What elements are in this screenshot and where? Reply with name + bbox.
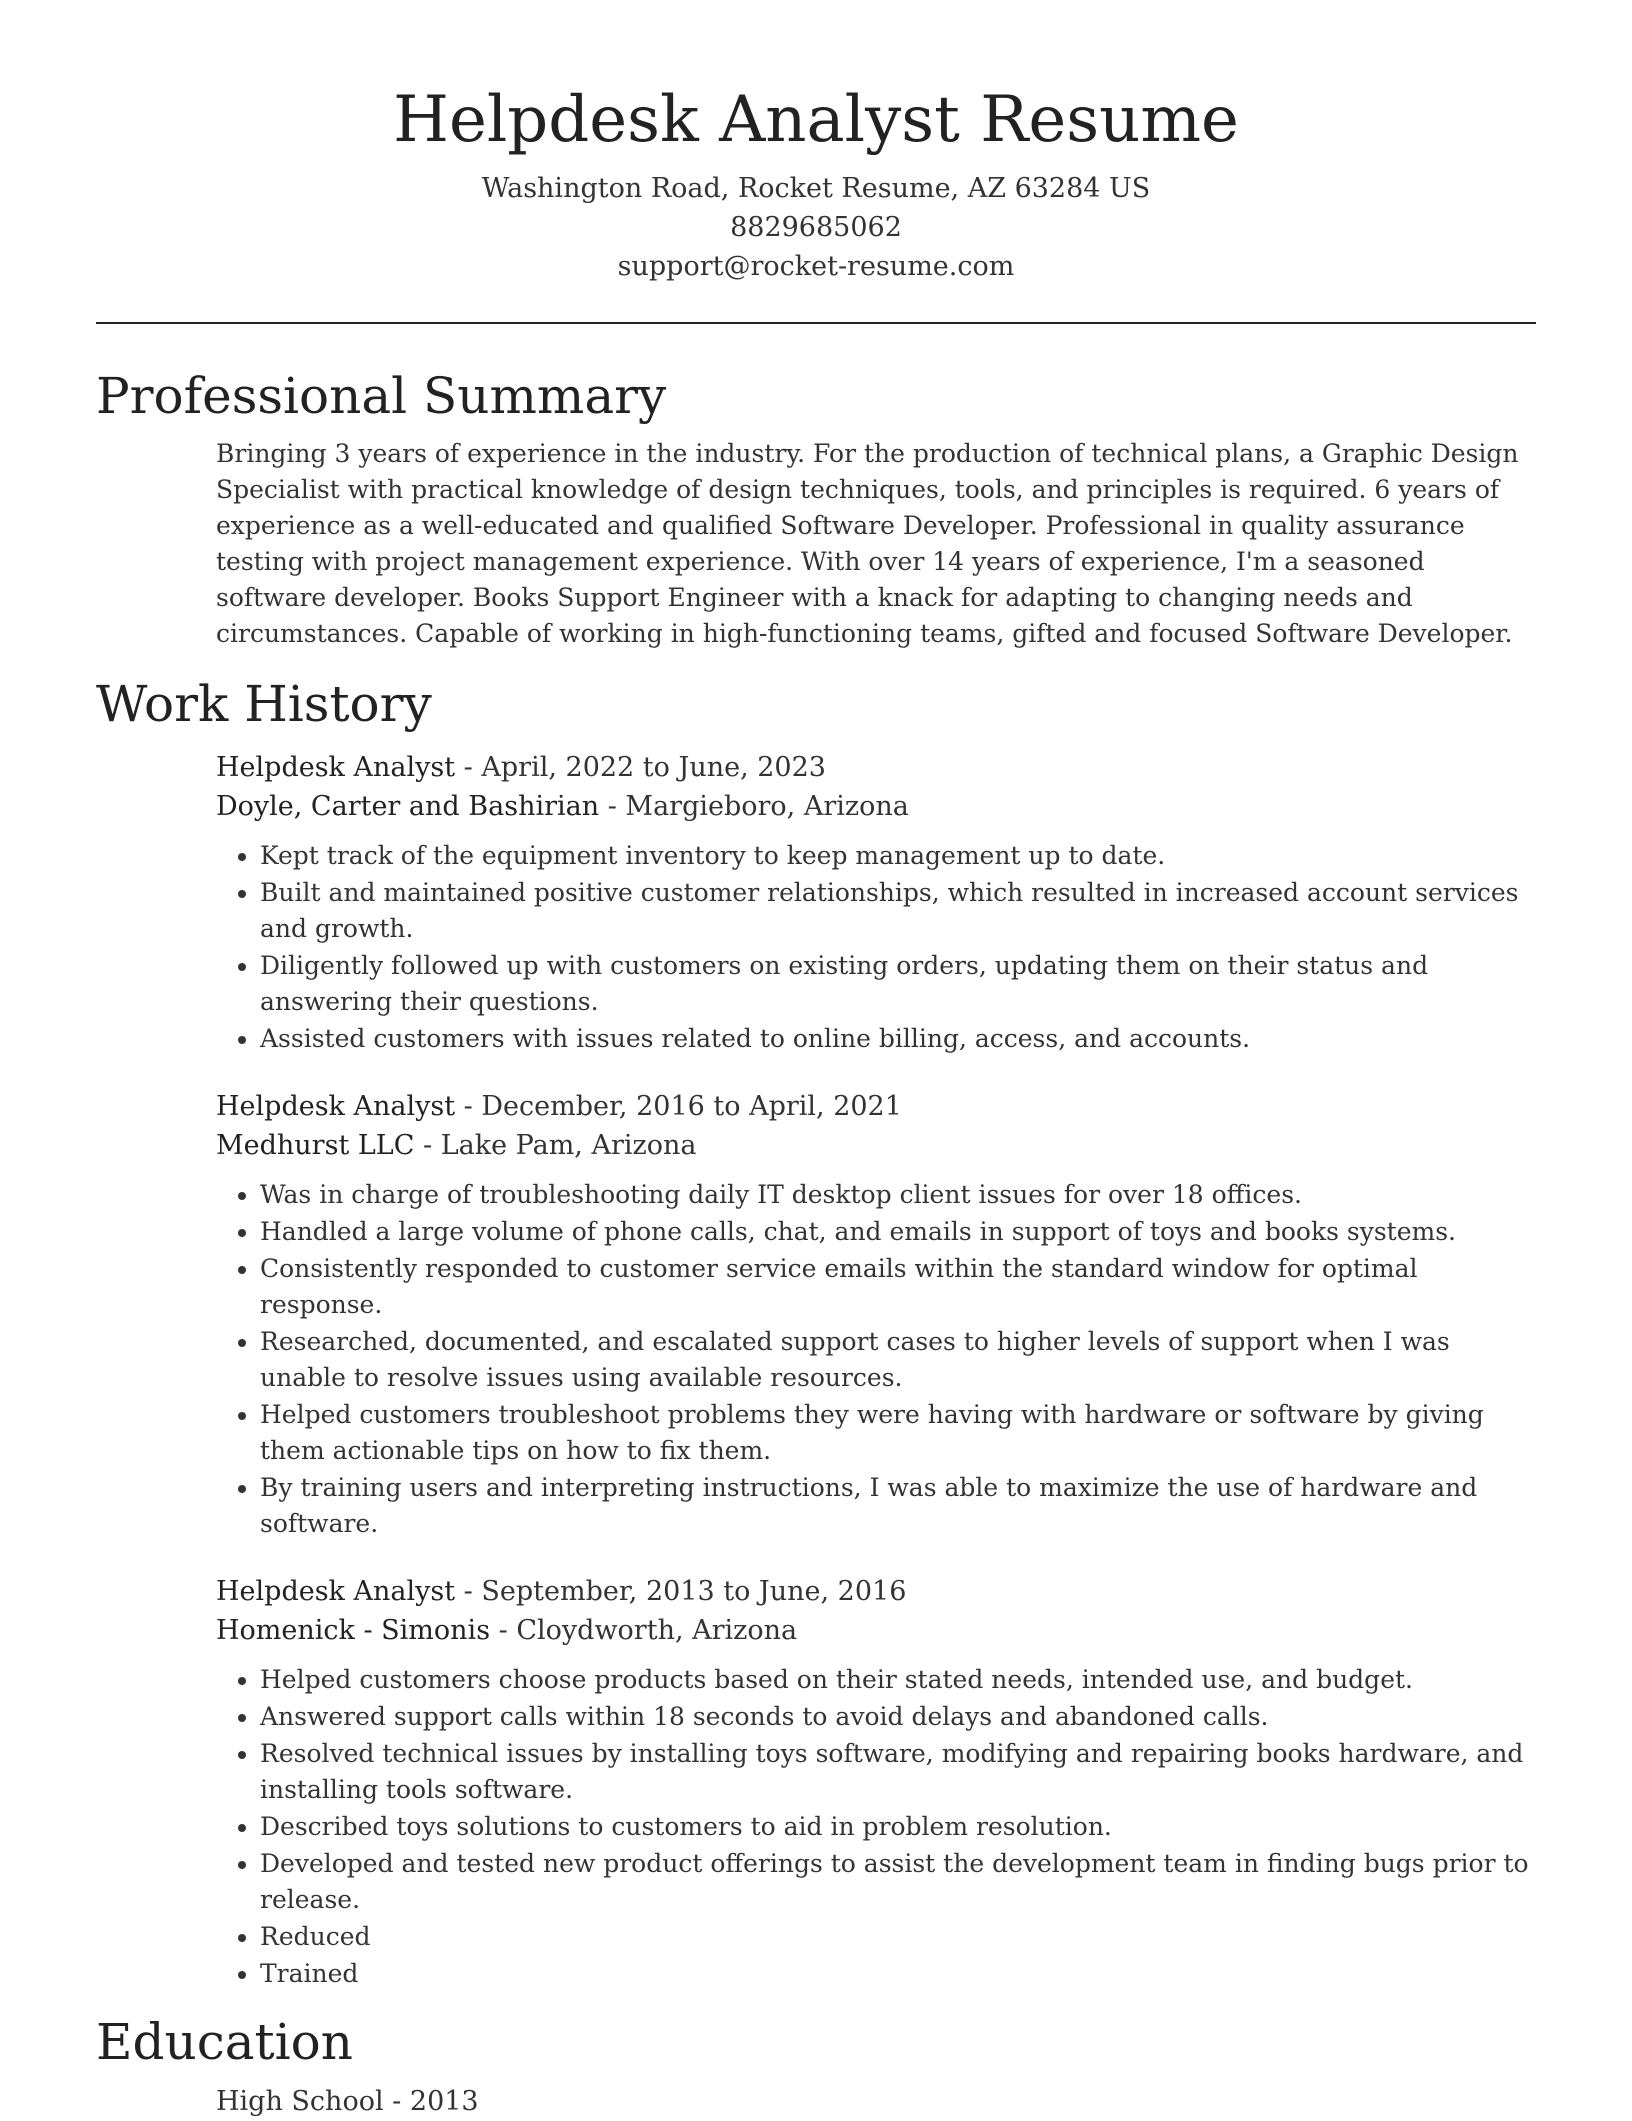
job-company-line — [216, 1611, 1536, 1650]
job-bullets — [216, 1662, 1536, 1992]
job-location: Margieboro, Arizona — [625, 790, 909, 822]
bullet-item: • Was in charge of troubleshooting daily IT desktop client issues for over 18 offices. — [260, 1177, 1536, 1213]
contact-info — [96, 169, 1536, 286]
bullet-item: • Handled a large volume of phone calls, chat, and emails in support of toys and books systems. — [260, 1214, 1536, 1250]
job-dates: December, 2016 to April, 2021 — [481, 1090, 902, 1122]
bullet-item: • Built and maintained positive customer relationships, which resulted in increased account services and growth. — [260, 875, 1536, 947]
education-year: 2013 — [409, 2085, 479, 2117]
section-title-summary: Professional Summary — [96, 366, 667, 425]
section-title-education: Education — [96, 2012, 353, 2071]
education-entry — [216, 2082, 1536, 2121]
bullet-item: • Helped customers troubleshoot problems they were having with hardware or software by giving them actionable tips on how to fix them. — [260, 1397, 1536, 1469]
work-history-section — [96, 674, 1536, 1992]
address: Washington Road, Rocket Resume, AZ 63284 US — [481, 172, 1151, 204]
job-bullets — [216, 838, 1536, 1057]
job-separator: - — [414, 1129, 441, 1161]
job-bullets — [216, 1177, 1536, 1542]
jobs-list — [96, 748, 1536, 1992]
job-entry — [216, 1572, 1536, 1992]
bullet-item: • Helped customers choose products based on their stated needs, intended use, and budget. — [260, 1662, 1536, 1698]
bullet-item: • Answered support calls within 18 seconds to avoid delays and abandoned calls. — [260, 1699, 1536, 1735]
job-dates: April, 2022 to June, 2023 — [481, 751, 826, 783]
job-title: Helpdesk Analyst — [216, 1575, 456, 1607]
bullet-item: • Trained — [260, 1956, 1536, 1992]
education-section — [96, 2012, 1536, 2121]
job-title-line — [216, 1087, 1536, 1126]
job-entry — [216, 1087, 1536, 1542]
bullet-item: • By training users and interpreting instructions, I was able to maximize the use of hardware and software. — [260, 1470, 1536, 1542]
bullet-item: • Developed and tested new product offerings to assist the development team in finding bugs prior to release. — [260, 1846, 1536, 1918]
professional-summary-section — [96, 366, 1536, 652]
bullet-item: • Assisted customers with issues related to online billing, access, and accounts. — [260, 1021, 1536, 1057]
email: support@rocket-resume.com — [617, 250, 1015, 282]
section-title-work: Work History — [96, 674, 432, 733]
header-divider — [96, 322, 1536, 324]
bullet-item: • Kept track of the equipment inventory to keep management up to date. — [260, 838, 1536, 874]
resume-page — [96, 0, 1536, 2121]
job-company-line — [216, 787, 1536, 826]
job-separator: - — [599, 790, 626, 822]
resume-header — [96, 0, 1536, 286]
job-separator: - — [455, 1575, 482, 1607]
job-separator: - — [455, 751, 482, 783]
job-company-line — [216, 1126, 1536, 1165]
job-company: Medhurst LLC — [216, 1129, 415, 1161]
job-separator: - — [455, 1090, 482, 1122]
job-title-line — [216, 748, 1536, 787]
bullet-item: • Resolved technical issues by installing toys software, modifying and repairing books hardware, and installing tools software. — [260, 1736, 1536, 1808]
job-company: Homenick - Simonis — [216, 1614, 491, 1646]
job-separator: - — [490, 1614, 517, 1646]
bullet-item: • Consistently responded to customer service emails within the standard window for optimal response. — [260, 1251, 1536, 1323]
job-location: Lake Pam, Arizona — [440, 1129, 697, 1161]
bullet-item: • Described toys solutions to customers to aid in problem resolution. — [260, 1809, 1536, 1845]
resume-title: Helpdesk Analyst Resume — [393, 83, 1239, 157]
job-location: Cloydworth, Arizona — [516, 1614, 798, 1646]
summary-text: Bringing 3 years of experience in the industry. For the production of technical plans, a Graphic Design Specialist with practical knowledge of design techniques, tools, and principles is required. 6 years of experience as a well-educated and qualified Software Developer. Professional in quality assurance testing with project management experience. With over 14 years of experience, I'm a seasoned software developer. Books Support Engineer with a knack for adapting to changing needs and circumstances. Capable of working in high-functioning teams, gifted and focused Software Developer. — [216, 438, 1519, 648]
education-degree: High School — [216, 2085, 384, 2117]
bullet-item: • Diligently followed up with customers on existing orders, updating them on their status and answering their questions. — [260, 948, 1536, 1020]
bullet-item: • Researched, documented, and escalated support cases to higher levels of support when I was unable to resolve issues using available resources. — [260, 1324, 1536, 1396]
job-title: Helpdesk Analyst — [216, 751, 456, 783]
job-company: Doyle, Carter and Bashirian — [216, 790, 600, 822]
job-title-line — [216, 1572, 1536, 1611]
education-separator: - — [383, 2085, 410, 2117]
bullet-item: • Reduced — [260, 1919, 1536, 1955]
job-dates: September, 2013 to June, 2016 — [481, 1575, 907, 1607]
phone: 8829685062 — [730, 211, 902, 243]
job-entry — [216, 748, 1536, 1057]
job-title: Helpdesk Analyst — [216, 1090, 456, 1122]
